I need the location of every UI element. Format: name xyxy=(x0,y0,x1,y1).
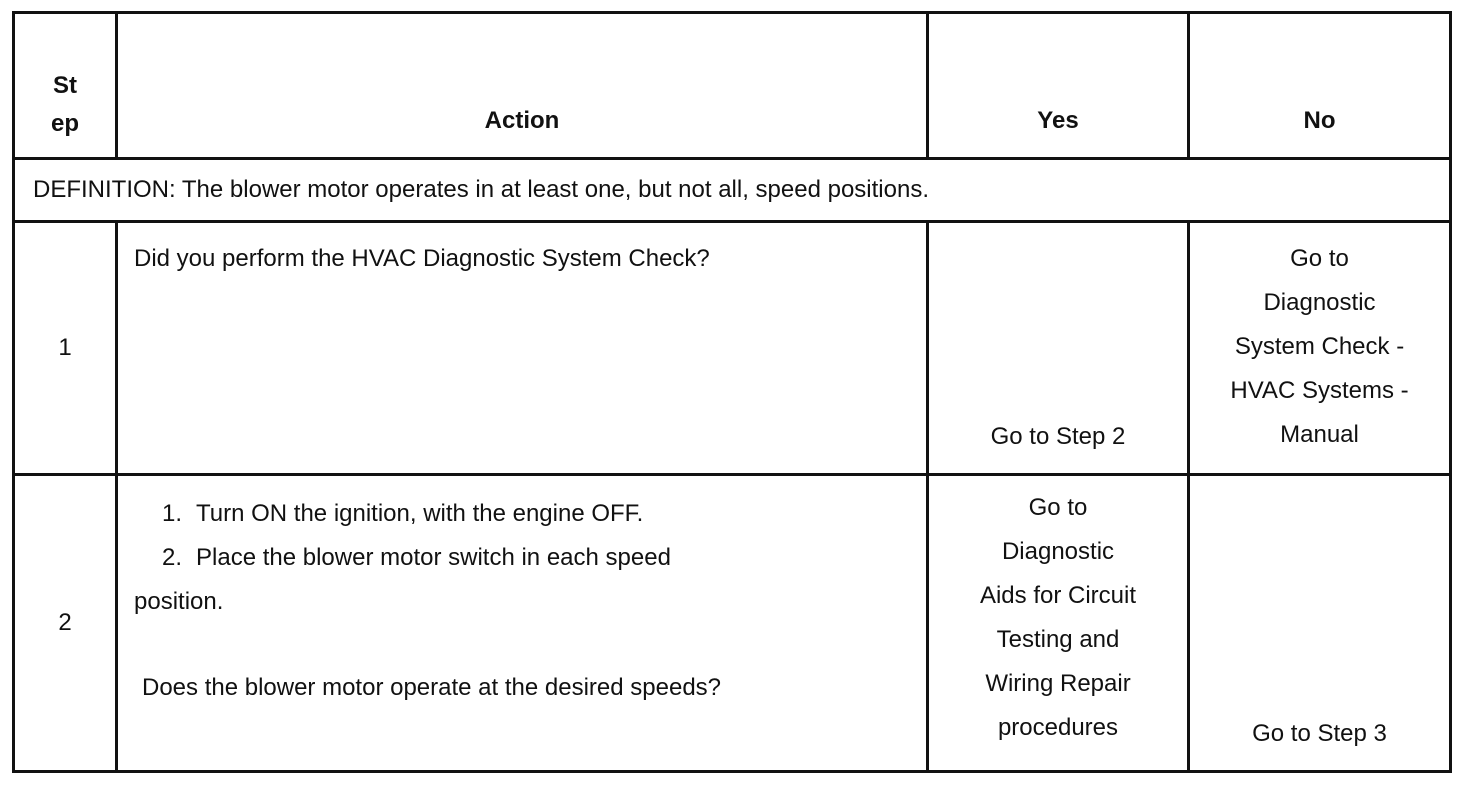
yes-line: Aids for Circuit xyxy=(979,582,1137,609)
list-item-number: 1. xyxy=(161,500,182,527)
list-item-number: 2. xyxy=(161,544,182,571)
list-item xyxy=(134,536,910,580)
no-line: Go to xyxy=(1290,245,1349,272)
yes-line: Wiring Repair xyxy=(985,670,1131,697)
no-cell xyxy=(1189,222,1451,475)
header-row xyxy=(14,13,1451,159)
table-row xyxy=(14,475,1451,772)
yes-cell xyxy=(928,475,1189,772)
action-cell xyxy=(117,222,928,475)
no-line: Manual xyxy=(1280,421,1359,448)
yes-text: Go to Step 2 xyxy=(990,423,1126,450)
step-header-line1: St xyxy=(53,72,77,99)
step-number: 2 xyxy=(14,475,117,772)
diagnostic-table xyxy=(12,11,1452,773)
action-list xyxy=(134,492,910,580)
table-row xyxy=(14,222,1451,475)
no-text: Go to Step 3 xyxy=(1252,720,1387,747)
no-line: Diagnostic xyxy=(1263,289,1376,316)
action-header: Action xyxy=(117,13,928,159)
no-cell xyxy=(1189,475,1451,772)
yes-line: Testing and xyxy=(996,626,1120,653)
action-text: Did you perform the HVAC Diagnostic System Check? xyxy=(134,245,710,272)
definition-row xyxy=(14,159,1451,222)
yes-line: Go to xyxy=(1028,494,1088,521)
list-item-continuation: position. xyxy=(134,588,224,615)
definition-text: DEFINITION: The blower motor operates in at least one, but not all, speed positions. xyxy=(14,159,1451,222)
step-number: 1 xyxy=(14,222,117,475)
no-header: No xyxy=(1189,13,1451,159)
step-header xyxy=(14,13,117,159)
no-line: HVAC Systems - xyxy=(1230,377,1409,404)
yes-line: Diagnostic xyxy=(1001,538,1115,565)
no-line: System Check - xyxy=(1234,333,1405,360)
yes-cell xyxy=(928,222,1189,475)
yes-line: procedures xyxy=(997,714,1119,741)
question-text: Does the blower motor operate at the desired speeds? xyxy=(142,674,722,701)
yes-header: Yes xyxy=(928,13,1189,159)
action-cell xyxy=(117,475,928,772)
list-item-text: Turn ON the ignition, with the engine OFF. xyxy=(196,500,644,527)
step-header-line2: ep xyxy=(50,110,79,137)
list-item xyxy=(134,492,910,536)
list-item-text: Place the blower motor switch in each speed xyxy=(196,544,671,571)
